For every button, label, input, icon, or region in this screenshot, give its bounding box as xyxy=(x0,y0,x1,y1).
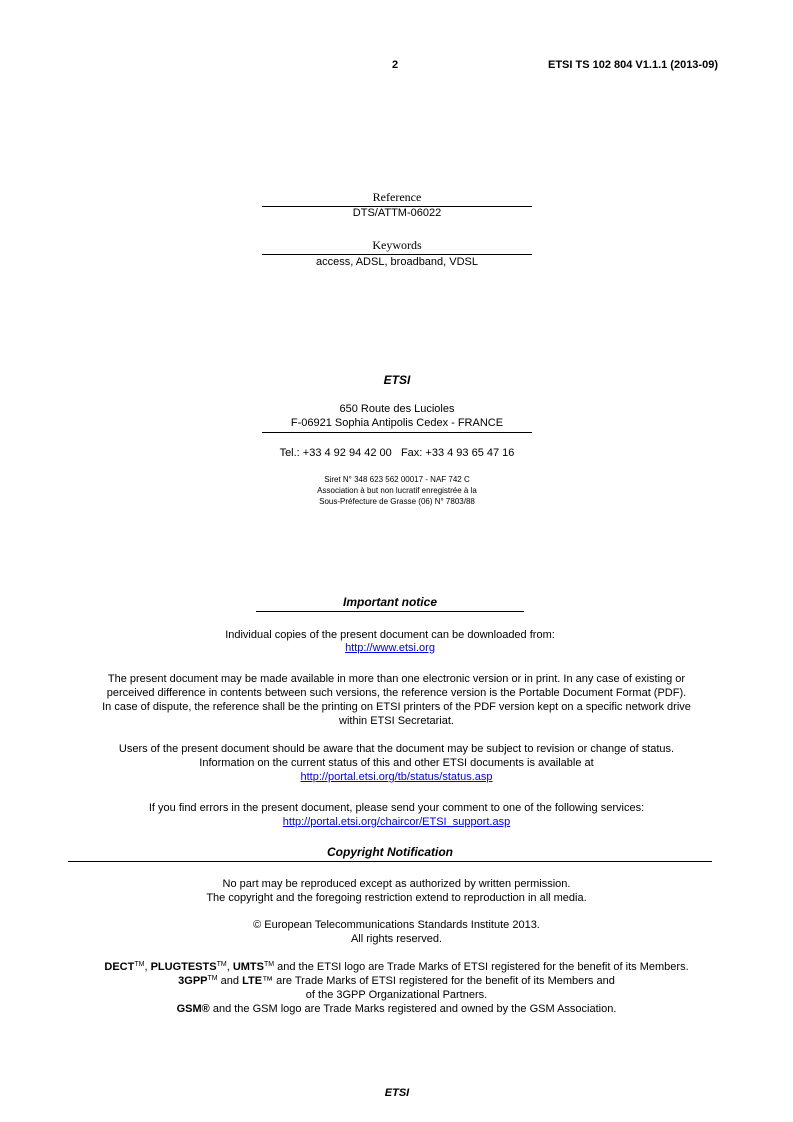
versions-paragraph xyxy=(40,672,753,728)
errors-paragraph xyxy=(40,801,753,829)
trademark-3gpp: 3GPP xyxy=(178,975,208,987)
trademark-plugtests: PLUGTESTS xyxy=(150,961,217,973)
trademark-gsm: GSM® xyxy=(176,1003,210,1015)
trademark-lte: LTE xyxy=(242,975,263,987)
trademarks-line xyxy=(30,974,763,988)
download-text: Individual copies of the present document can be downloaded from: xyxy=(225,629,555,641)
trademark-umts: UMTS xyxy=(232,961,264,973)
versions-line: within ETSI Secretariat. xyxy=(339,715,454,727)
status-paragraph xyxy=(40,742,753,784)
document-id: ETSI TS 102 804 V1.1.1 (2013-09) xyxy=(548,59,718,71)
org-prefecture: Sous-Préfecture de Grasse (06) N° 7803/88 xyxy=(319,497,475,506)
errors-text: If you find errors in the present document, please send your comment to one of the following services: xyxy=(148,802,645,814)
versions-line: perceived difference in contents between such versions, the reference version is the Portable Document Format (PDF). xyxy=(106,687,687,699)
trademarks-text: ™ are Trade Marks of ETSI registered for the benefit of its Members and xyxy=(262,975,615,987)
etsi-website-link[interactable]: http://www.etsi.org xyxy=(345,642,435,654)
reference-label: Reference xyxy=(372,190,422,204)
status-line: Information on the current status of this and other ETSI documents is available at xyxy=(199,757,594,769)
trademarks-line xyxy=(30,1002,763,1016)
separator: and xyxy=(217,975,243,987)
separator: , xyxy=(226,961,233,973)
page-number: 2 xyxy=(392,59,399,71)
trademark-dect: DECT xyxy=(104,961,135,973)
org-address-rule xyxy=(262,432,532,433)
keywords-value: access, ADSL, broadband, VDSL xyxy=(315,256,479,268)
tm-sup: TM xyxy=(134,961,145,968)
copyright-line: No part may be reproduced except as authorized by written permission. xyxy=(222,878,571,890)
important-notice-heading: Important notice xyxy=(342,595,437,609)
tm-sup: TM xyxy=(216,961,227,968)
org-name: ETSI xyxy=(383,373,411,387)
important-notice-rule xyxy=(256,611,524,612)
trademarks-line xyxy=(30,960,763,974)
copyright-paragraph xyxy=(40,877,753,905)
status-link[interactable]: http://portal.etsi.org/tb/status/status.asp xyxy=(300,771,493,783)
keywords-rule xyxy=(262,254,532,255)
tm-sup: TM xyxy=(263,961,275,968)
org-address-line1: 650 Route des Lucioles xyxy=(339,403,455,415)
keywords-label: Keywords xyxy=(372,238,422,252)
footer-etsi: ETSI xyxy=(384,1087,410,1099)
copyright-line: © European Telecommunications Standards Institute 2013. xyxy=(253,919,540,931)
copyright-line: All rights reserved. xyxy=(350,933,443,945)
tm-sup: TM xyxy=(207,975,218,982)
org-address-line2: F-06921 Sophia Antipolis Cedex - FRANCE xyxy=(290,417,504,429)
copyright-rule xyxy=(68,861,712,862)
org-association: Association à but non lucratif enregistrée à la xyxy=(317,486,477,495)
org-phone-fax: Tel.: +33 4 92 94 42 00 Fax: +33 4 93 65 47 16 xyxy=(279,447,515,459)
org-siret: Siret N° 348 623 562 00017 - NAF 742 C xyxy=(324,475,470,484)
copyright-line: The copyright and the foregoing restriction extend to reproduction in all media. xyxy=(206,892,587,904)
versions-line: The present document may be made available in more than one electronic version or in print. In any case of existing or xyxy=(107,673,686,685)
trademarks-text: and the ETSI logo are Trade Marks of ETSI registered for the benefit of its Members. xyxy=(274,961,689,973)
separator: , xyxy=(144,961,151,973)
reference-value: DTS/ATTM-06022 xyxy=(352,207,442,219)
versions-line: In case of dispute, the reference shall be the printing on ETSI printers of the PDF version kept on a specific network drive xyxy=(102,701,691,713)
copyright-year-paragraph xyxy=(40,918,753,946)
trademarks-text: and the GSM logo are Trade Marks registered and owned by the GSM Association. xyxy=(209,1003,617,1015)
status-line: Users of the present document should be aware that the document may be subject to revision or change of status. xyxy=(118,743,675,755)
trademarks-paragraph xyxy=(30,960,763,1016)
trademarks-line: of the 3GPP Organizational Partners. xyxy=(305,989,488,1001)
copyright-heading: Copyright Notification xyxy=(327,845,453,859)
support-link[interactable]: http://portal.etsi.org/chaircor/ETSI_support.asp xyxy=(282,816,511,828)
